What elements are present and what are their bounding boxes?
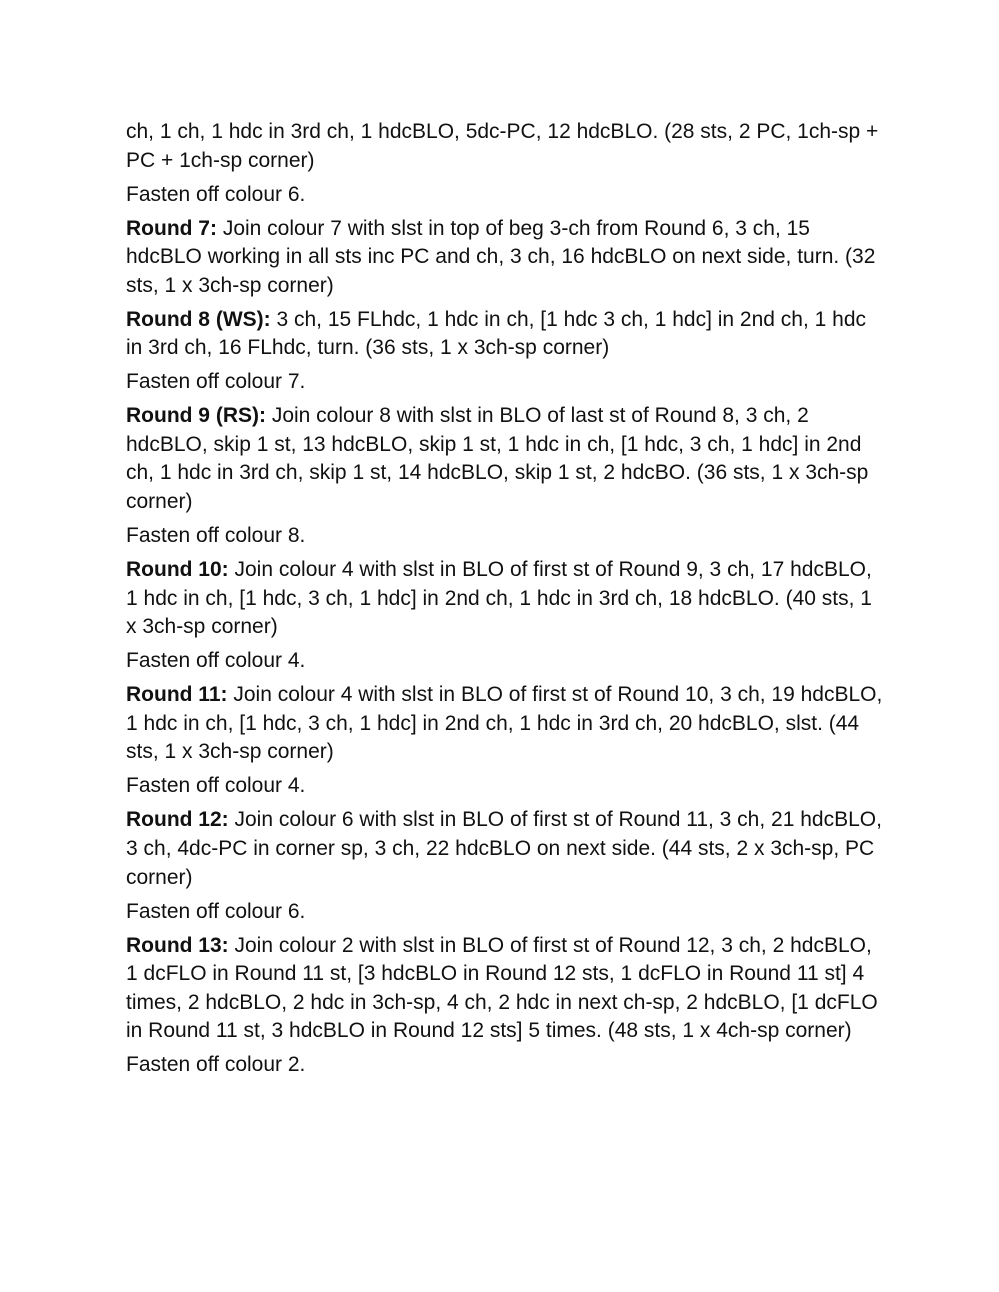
round-heading: Round 11: [126, 683, 228, 707]
paragraph-text: Join colour 6 with slst in BLO of first st of Round 11, 3 ch, 21 hdcBLO, 3 ch, 4dc-PC in corner sp, 3 ch, 22 hdcBLO on next side. (44 sts, 2 x 3ch-sp, PC corner) [126, 808, 882, 889]
round-heading: Round 9 (RS): [126, 404, 266, 428]
paragraph-round-13 [126, 932, 886, 1046]
paragraph-round-11 [126, 681, 886, 767]
paragraph-round-10 [126, 556, 886, 642]
paragraph-text: Fasten off colour 2. [126, 1053, 306, 1077]
paragraph-text: Fasten off colour 4. [126, 649, 306, 673]
pattern-page [126, 118, 886, 1085]
paragraph-fasten-off-colour-2 [126, 1051, 886, 1080]
paragraph-fasten-off-colour-6-second [126, 898, 886, 927]
paragraph-text: ch, 1 ch, 1 hdc in 3rd ch, 1 hdcBLO, 5dc-PC, 12 hdcBLO. (28 sts, 2 PC, 1ch-sp + PC + 1ch-sp corner) [126, 120, 879, 172]
paragraph-text: Fasten off colour 8. [126, 524, 306, 548]
paragraph-text: Fasten off colour 7. [126, 370, 306, 394]
paragraph-text: 3 ch, 15 FLhdc, 1 hdc in ch, [1 hdc 3 ch, 1 hdc] in 2nd ch, 1 hdc in 3rd ch, 16 FLhdc, turn. (36 sts, 1 x 3ch-sp corner) [126, 307, 867, 360]
paragraph-fasten-off-colour-4 [126, 647, 886, 676]
paragraph-round-6-end [126, 118, 886, 175]
paragraph-fasten-off-colour-8 [126, 522, 886, 551]
paragraph-round-9 [126, 402, 886, 516]
paragraph-text: Fasten off colour 6. [126, 899, 306, 923]
paragraph-text: Join colour 4 with slst in BLO of first st of Round 10, 3 ch, 19 hdcBLO, 1 hdc in ch, [1 hdc, 3 ch, 1 hdc] in 2nd ch, 1 hdc in 3rd ch, 20 hdcBLO, slst. (44 sts, 1 x 3ch-sp corner) [126, 683, 883, 764]
round-heading: Round 7: [126, 216, 217, 240]
paragraph-text: Fasten off colour 6. [126, 182, 306, 206]
paragraph-round-7 [126, 215, 886, 301]
paragraph-text: Join colour 4 with slst in BLO of first st of Round 9, 3 ch, 17 hdcBLO, 1 hdc in ch, [1 hdc, 3 ch, 1 hdc] in 2nd ch, 1 hdc in 3rd ch, 18 hdcBLO. (40 sts, 1 x 3ch-sp corner) [126, 558, 872, 639]
paragraph-text: Join colour 7 with slst in top of beg 3-ch from Round 6, 3 ch, 15 hdcBLO working in all sts inc PC and ch, 3 ch, 16 hdcBLO on next side, turn. (32 sts, 1 x 3ch-sp corner) [126, 216, 876, 297]
paragraph-round-12 [126, 806, 886, 892]
paragraph-fasten-off-colour-4-second [126, 772, 886, 801]
round-heading: Round 13: [126, 933, 229, 957]
paragraph-fasten-off-colour-6 [126, 181, 886, 210]
round-heading: Round 12: [126, 808, 229, 832]
round-heading: Round 8 (WS): [126, 307, 271, 331]
round-heading: Round 10: [126, 558, 229, 582]
paragraph-round-8 [126, 306, 886, 363]
paragraph-text: Join colour 2 with slst in BLO of first st of Round 12, 3 ch, 2 hdcBLO, 1 dcFLO in Round 11 st, [3 hdcBLO in Round 12 sts, 1 dcFLO in Round 11 st] 4 times, 2 hdcBLO, 2 hdc in 3ch-sp, 4 ch, 2 hdc in next ch-sp, 2 hdcBLO, [1 dcFLO in Round 11 st, 3 hdcBLO in Round 12 sts] 5 times. (48 sts, 1 x 4ch-sp corner) [126, 933, 878, 1043]
paragraph-text: Join colour 8 with slst in BLO of last st of Round 8, 3 ch, 2 hdcBLO, skip 1 st, 13 hdcBLO, skip 1 st, 1 hdc in ch, [1 hdc, 3 ch, 1 hdc] in 2nd ch, 1 hdc in 3rd ch, skip 1 st, 14 hdcBLO, skip 1 st, 2 hdcBO. (36 sts, 1 x 3ch-sp corner) [126, 404, 869, 514]
paragraph-text: Fasten off colour 4. [126, 774, 306, 798]
paragraph-fasten-off-colour-7 [126, 368, 886, 397]
